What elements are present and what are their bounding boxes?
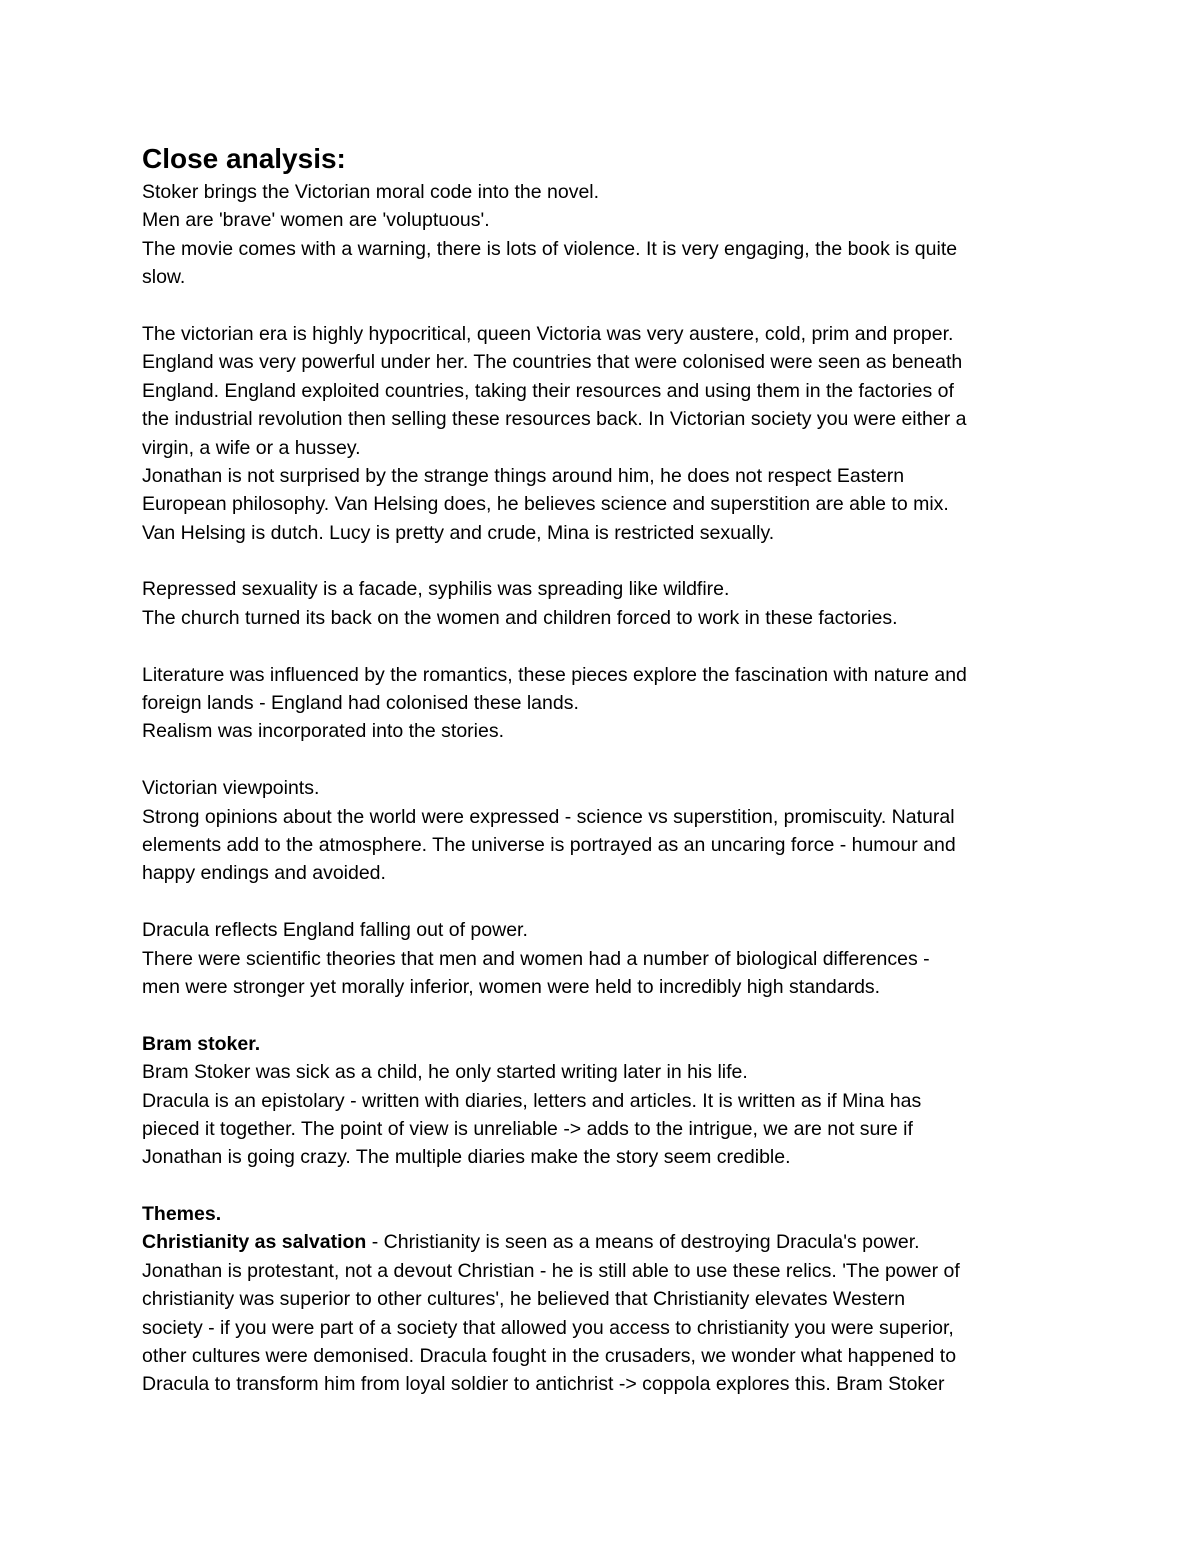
para4-line-3: elements add to the atmosphere. The universe is portrayed as an uncaring force - humour and bbox=[142, 833, 956, 856]
para5-line-2: There were scientific theories that men and women had a number of biological differences - bbox=[142, 947, 930, 970]
paragraph-spacer bbox=[142, 1172, 1072, 1200]
themes-line-4: society - if you were part of a society that allowed you access to christianity you were superior, bbox=[142, 1316, 954, 1339]
bram-line-4: Jonathan is going crazy. The multiple diaries make the story seem credible. bbox=[142, 1146, 791, 1169]
para1-line-4: the industrial revolution then selling these resources back. In Victorian society you were either a bbox=[142, 408, 967, 431]
bram-line-2: Dracula is an epistolary - written with diaries, letters and articles. It is written as if Mina has bbox=[142, 1089, 922, 1112]
section-heading-bram-stoker: Bram stoker. bbox=[142, 1032, 261, 1055]
themes-line-2: Jonathan is protestant, not a devout Christian - he is still able to use these relics. 'The power of bbox=[142, 1259, 960, 1282]
para3-line-2: foreign lands - England had colonised these lands. bbox=[142, 692, 579, 715]
para2-line-2: The church turned its back on the women and children forced to work in these factories. bbox=[142, 606, 898, 629]
paragraph-spacer bbox=[142, 547, 1072, 575]
para2-line-1: Repressed sexuality is a facade, syphilis was spreading like wildfire. bbox=[142, 578, 730, 601]
para1-line-7: European philosophy. Van Helsing does, he believes science and superstition are able to mix. bbox=[142, 493, 949, 516]
theme-subheading: Christianity as salvation bbox=[142, 1231, 367, 1254]
bram-line-3: pieced it together. The point of view is unreliable -> adds to the intrigue, we are not sure if bbox=[142, 1117, 913, 1140]
themes-line-5: other cultures were demonised. Dracula fought in the crusaders, we wonder what happened to bbox=[142, 1345, 957, 1368]
document-body bbox=[142, 178, 1072, 1399]
paragraph-spacer bbox=[142, 746, 1072, 774]
para4-line-4: happy endings and avoided. bbox=[142, 862, 386, 885]
intro-line-1: Stoker brings the Victorian moral code into the novel. bbox=[142, 181, 600, 203]
themes-line-1-text: - Christianity is seen as a means of destroying Dracula's power. bbox=[366, 1231, 920, 1254]
para5-line-1: Dracula reflects England falling out of power. bbox=[142, 919, 528, 942]
intro-line-4: slow. bbox=[142, 266, 186, 289]
paragraph-spacer bbox=[142, 1001, 1072, 1029]
paragraph-spacer bbox=[142, 632, 1072, 660]
paragraph-spacer bbox=[142, 292, 1072, 320]
para1-line-2: England was very powerful under her. The countries that were colonised were seen as beneath bbox=[142, 351, 963, 374]
para1-line-6: Jonathan is not surprised by the strange things around him, he does not respect Eastern bbox=[142, 464, 905, 487]
para3-line-3: Realism was incorporated into the stories. bbox=[142, 720, 504, 743]
intro-line-3: The movie comes with a warning, there is lots of violence. It is very engaging, the book is quite bbox=[142, 237, 958, 260]
section-heading-themes: Themes. bbox=[142, 1203, 222, 1226]
bram-line-1: Bram Stoker was sick as a child, he only started writing later in his life. bbox=[142, 1061, 748, 1084]
themes-line-3: christianity was superior to other cultures', he believed that Christianity elevates Western bbox=[142, 1288, 906, 1311]
para1-line-1: The victorian era is highly hypocritical, queen Victoria was very austere, cold, prim and proper. bbox=[142, 322, 954, 345]
para1-line-8: Van Helsing is dutch. Lucy is pretty and crude, Mina is restricted sexually. bbox=[142, 521, 775, 544]
themes-line-6: Dracula to transform him from loyal soldier to antichrist -> coppola explores this. Bram Stoker bbox=[142, 1373, 945, 1396]
para3-line-1: Literature was influenced by the romantics, these pieces explore the fascination with nature and bbox=[142, 663, 967, 686]
intro-line-2: Men are 'brave' women are 'voluptuous'. bbox=[142, 209, 490, 232]
para4-line-1: Victorian viewpoints. bbox=[142, 777, 320, 800]
themes-line-1 bbox=[142, 1228, 1072, 1256]
document-title: Close analysis: bbox=[142, 143, 346, 174]
para4-line-2: Strong opinions about the world were expressed - science vs superstition, promiscuity. Natural bbox=[142, 805, 955, 828]
paragraph-spacer bbox=[142, 888, 1072, 916]
para1-line-5: virgin, a wife or a hussey. bbox=[142, 436, 361, 459]
document-page bbox=[142, 140, 1072, 1399]
para5-line-3: men were stronger yet morally inferior, women were held to incredibly high standards. bbox=[142, 975, 881, 998]
para1-line-3: England. England exploited countries, taking their resources and using them in the factories of bbox=[142, 379, 954, 402]
